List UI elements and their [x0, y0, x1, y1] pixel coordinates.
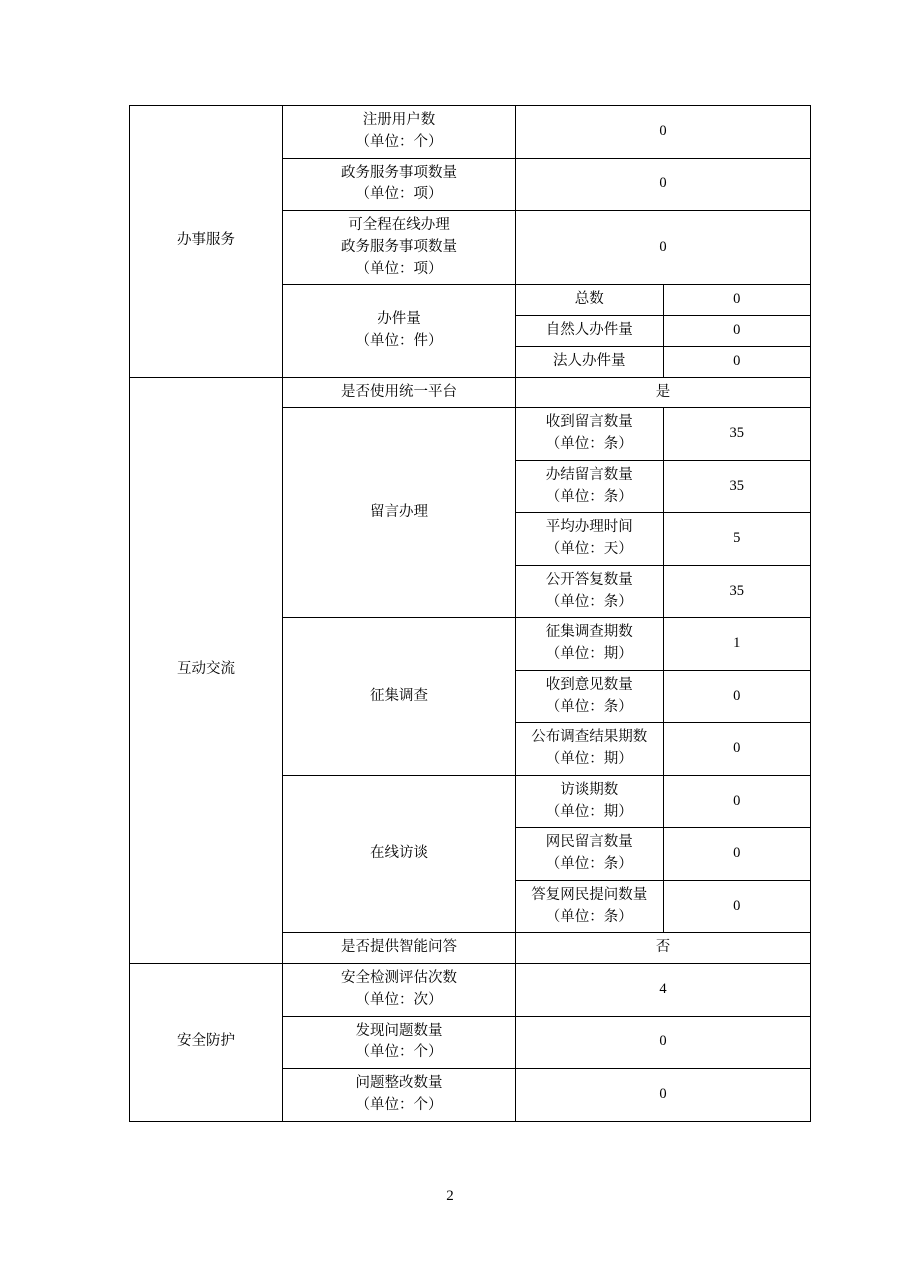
item-cell-problems-fixed — [283, 1069, 516, 1122]
category-label: 安全防护 — [177, 1033, 235, 1050]
sub-item-label-line2: （单位：条） — [545, 488, 633, 505]
item-label-line3: （单位：项） — [355, 260, 443, 277]
item-label-line1: 发现问题数量 — [355, 1022, 443, 1039]
sub-item-label-line2: （单位：期） — [545, 646, 633, 662]
table-row — [130, 106, 811, 159]
value-cell — [663, 460, 811, 513]
sub-item-cell-survey-count — [516, 618, 664, 671]
value-cell — [663, 618, 811, 671]
sub-item-cell-received-messages — [516, 408, 664, 461]
sub-item-label: 自然人办件量 — [545, 322, 633, 338]
item-label-line1: 在线访谈 — [370, 845, 428, 862]
value-cell — [663, 775, 811, 828]
item-label-line1: 征集调查 — [370, 687, 428, 704]
value-cell — [663, 565, 811, 618]
value-cell — [516, 1069, 811, 1122]
value-text: 0 — [659, 238, 667, 255]
item-label-line1: 安全检测评估次数 — [341, 970, 457, 986]
value-cell — [663, 828, 811, 881]
sub-item-label-line1: 收到意见数量 — [545, 676, 633, 693]
item-label-line1: 留言办理 — [370, 503, 428, 520]
sub-item-label-line2: （单位：期） — [545, 751, 633, 767]
sub-item-label-line2: （单位：条） — [545, 593, 633, 610]
value-cell — [663, 513, 811, 566]
category-cell-anquanfanghu — [130, 964, 283, 1122]
sub-item-label-line1: 访谈期数 — [560, 781, 619, 798]
sub-item-label: 总数 — [574, 291, 604, 308]
value-cell — [663, 408, 811, 461]
value-cell — [663, 723, 811, 776]
value-text: 0 — [659, 1085, 667, 1102]
value-text: 0 — [733, 897, 741, 914]
value-text: 0 — [733, 322, 741, 338]
sub-item-cell-completed-messages — [516, 460, 664, 513]
sub-item-cell-legal-person — [516, 346, 664, 377]
category-cell-hudongjiaoliu — [130, 377, 283, 964]
value-cell — [516, 933, 811, 964]
item-cell-registered-users — [283, 106, 516, 159]
sub-item-label-line1: 公开答复数量 — [545, 571, 633, 588]
value-text: 0 — [733, 291, 741, 308]
value-text: 35 — [729, 477, 744, 494]
item-label-line2: （单位：次） — [355, 991, 443, 1008]
sub-item-cell-answered-questions — [516, 880, 664, 933]
item-label-line1: 问题整改数量 — [355, 1075, 443, 1091]
sub-item-cell-public-replies — [516, 565, 664, 618]
value-text: 否 — [655, 939, 671, 956]
category-label: 办事服务 — [177, 232, 235, 249]
sub-item-label-line1: 征集调查期数 — [545, 624, 633, 641]
value-text: 0 — [659, 1033, 667, 1050]
sub-item-cell-netizen-messages — [516, 828, 664, 881]
item-label-line1: 办件量 — [377, 311, 421, 328]
item-cell-handled-count — [283, 285, 516, 377]
item-cell-message-handling — [283, 408, 516, 618]
value-text: 5 — [733, 530, 741, 547]
table-row — [130, 964, 811, 1017]
sub-item-label-line1: 网民留言数量 — [545, 834, 633, 851]
value-cell — [663, 346, 811, 377]
value-text: 4 — [659, 980, 667, 997]
sub-item-label-line1: 公布调查结果期数 — [531, 729, 648, 746]
sub-item-cell-opinions-received — [516, 670, 664, 723]
value-text: 0 — [733, 687, 741, 704]
sub-item-cell-average-time — [516, 513, 664, 566]
statistics-table — [129, 105, 811, 1122]
item-cell-survey — [283, 618, 516, 776]
sub-item-cell-total — [516, 285, 664, 316]
value-text: 是 — [655, 383, 671, 400]
sub-item-label-line2: （单位：条） — [545, 908, 633, 925]
value-cell — [663, 316, 811, 347]
value-text: 0 — [733, 792, 741, 809]
item-label-line2: （单位：件） — [355, 332, 443, 349]
value-text: 1 — [733, 635, 741, 652]
value-cell — [663, 285, 811, 316]
item-label-line1: 可全程在线办理 — [348, 217, 450, 233]
sub-item-label-line2: （单位：条） — [545, 436, 633, 452]
sub-item-label-line1: 答复网民提问数量 — [531, 886, 648, 903]
sub-item-label-line1: 收到留言数量 — [545, 414, 633, 431]
value-cell — [516, 211, 811, 285]
sub-item-label-line1: 平均办理时间 — [545, 519, 633, 536]
item-label-line2: （单位：项） — [355, 186, 443, 203]
value-cell — [516, 106, 811, 159]
item-label-line2: 政务服务事项数量 — [341, 238, 457, 255]
value-cell — [663, 670, 811, 723]
value-cell — [516, 377, 811, 408]
item-label-line1: 注册用户数 — [362, 112, 436, 128]
value-text: 0 — [733, 352, 741, 369]
statistics-table-wrapper — [129, 105, 789, 1122]
value-text: 0 — [659, 175, 667, 192]
sub-item-cell-natural-person — [516, 316, 664, 347]
item-cell-problems-found — [283, 1016, 516, 1069]
value-text: 0 — [733, 740, 741, 757]
item-cell-security-assessments — [283, 964, 516, 1017]
category-label: 互动交流 — [177, 661, 235, 678]
item-label-line1: 政务服务事项数量 — [341, 164, 457, 181]
item-cell-unified-platform — [283, 377, 516, 408]
item-label-line2: （单位：个） — [355, 133, 443, 150]
value-cell — [516, 158, 811, 211]
item-label-line2: （单位：个） — [355, 1044, 443, 1061]
sub-item-cell-published-results — [516, 723, 664, 776]
sub-item-label-line2: （单位：条） — [545, 856, 633, 872]
sub-item-label-line1: 办结留言数量 — [545, 466, 633, 483]
sub-item-cell-interview-count — [516, 775, 664, 828]
sub-item-label-line2: （单位：条） — [545, 698, 633, 715]
value-cell — [516, 1016, 811, 1069]
value-text: 35 — [729, 582, 744, 599]
item-label-line1: 是否提供智能问答 — [341, 939, 457, 956]
category-cell-bansifuwu — [130, 106, 283, 378]
table-row — [130, 377, 811, 408]
item-cell-service-items — [283, 158, 516, 211]
value-text: 35 — [729, 425, 744, 442]
item-cell-online-interview — [283, 775, 516, 933]
sub-item-label-line2: （单位：天） — [545, 541, 633, 557]
value-text: 0 — [659, 122, 667, 139]
item-cell-smart-qa — [283, 933, 516, 964]
value-cell — [663, 880, 811, 933]
item-label-line2: （单位：个） — [355, 1096, 443, 1113]
sub-item-label: 法人办件量 — [553, 352, 626, 369]
value-cell — [516, 964, 811, 1017]
item-label-line1: 是否使用统一平台 — [341, 383, 457, 400]
sub-item-label-line2: （单位：期） — [545, 803, 633, 820]
page-number: 2 — [446, 1188, 454, 1204]
value-text: 0 — [733, 845, 741, 862]
item-cell-online-service-items — [283, 211, 516, 285]
